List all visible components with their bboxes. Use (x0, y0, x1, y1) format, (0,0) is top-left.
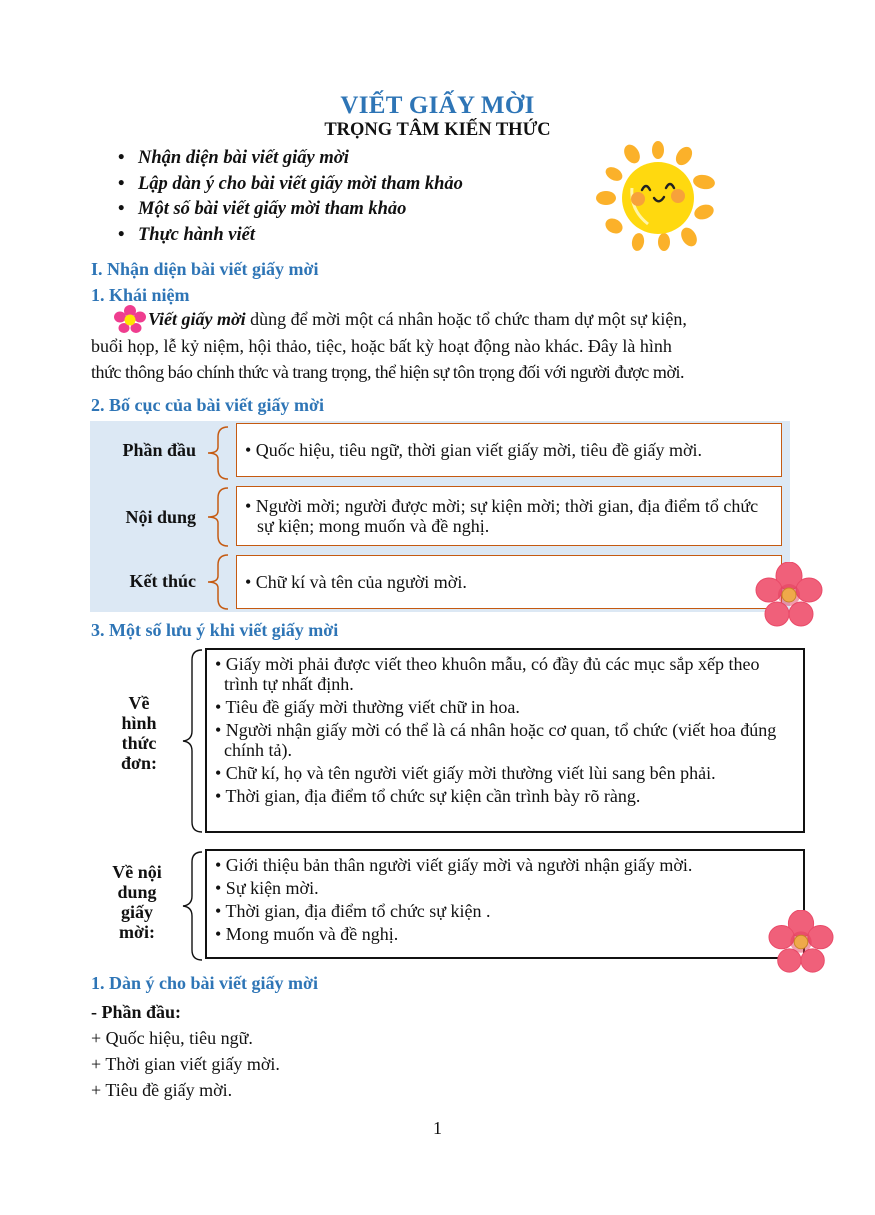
outline-item: + Quốc hiệu, tiêu ngữ. (91, 1028, 253, 1048)
brace-icon (202, 486, 232, 548)
subsection-heading: 3. Một số lưu ý khi viết giấy mời (91, 620, 339, 640)
note-item: • Sự kiện mời. (215, 878, 319, 898)
outline-item: + Thời gian viết giấy mời. (91, 1054, 280, 1074)
brace-icon (202, 553, 232, 611)
sun-illustration (592, 138, 724, 254)
note-item: • Người nhận giấy mời có thể là cá nhân hoặc cơ quan, tổ chức (viết hoa đúng chính tả). (215, 720, 777, 760)
note-item: • Thời gian, địa điểm tổ chức sự kiện . (215, 901, 491, 921)
note-item: • Mong muốn và đề nghị. (215, 924, 399, 944)
note-box (205, 648, 805, 833)
layout-box: • Người mời; người được mời; sự kiện mời; thời gian, địa điểm tổ chức sự kiện; mong muốn và đề nghị. (236, 486, 782, 546)
document-title: VIẾT GIẤY MỜI (340, 92, 535, 119)
note-item: • Tiêu đề giấy mời thường viết chữ in hoa. (215, 697, 520, 717)
focus-item: • Thực hành viết (118, 224, 255, 245)
note-item: • Giới thiệu bản thân người viết giấy mời và người nhận giấy mời. (215, 855, 693, 875)
note-item: • Giấy mời phải được viết theo khuôn mẫu, có đầy đủ các mục sắp xếp theo trình tự nhất định. (215, 654, 760, 694)
brace-icon (202, 425, 232, 481)
flower-icon (114, 305, 146, 333)
brace-icon (180, 850, 206, 962)
flower-icon (755, 562, 823, 630)
outline-heading: 1. Dàn ý cho bài viết giấy mời (91, 973, 318, 993)
note-label: Về hình thức đơn: (121, 693, 157, 773)
layout-box: • Chữ kí và tên của người mời. (236, 555, 782, 609)
focus-item: • Một số bài viết giấy mời tham khảo (118, 199, 407, 219)
note-label: Về nội dung giấy mời: (112, 862, 162, 942)
outline-part-label: - Phần đầu: (91, 1002, 182, 1022)
concept-line: thức thông báo chính thức và trang trọng, thể hiện sự tôn trọng đối với người được mời. (91, 362, 685, 382)
focus-item: • Nhận diện bài viết giấy mời (118, 148, 349, 168)
note-item: • Thời gian, địa điểm tổ chức sự kiện cần trình bày rõ ràng. (215, 786, 641, 806)
layout-label: Nội dung (125, 507, 196, 527)
subsection-heading: 1. Khái niệm (91, 285, 190, 305)
note-item: • Chữ kí, họ và tên người viết giấy mời thường viết lùi sang bên phải. (215, 763, 716, 783)
flower-icon (768, 910, 834, 976)
layout-label: Phần đầu (122, 440, 196, 460)
focus-list (118, 146, 463, 248)
subsection-heading: 2. Bố cục của bài viết giấy mời (91, 395, 324, 415)
section-heading: I. Nhận diện bài viết giấy mời (91, 259, 319, 279)
layout-label: Kết thúc (129, 571, 196, 591)
document-subtitle: TRỌNG TÂM KIẾN THỨC (324, 120, 551, 140)
focus-item: • Lập dàn ý cho bài viết giấy mời tham khảo (118, 173, 463, 194)
concept-line: buổi họp, lễ kỷ niệm, hội thảo, tiệc, hoặc bất kỳ hoạt động nào khác. Đây là hình (91, 336, 672, 356)
concept-line: Viết giấy mời dùng để mời một cá nhân hoặc tổ chức tham dự một sự kiện, (148, 309, 687, 329)
note-box (205, 849, 805, 959)
page-number: 1 (433, 1118, 442, 1138)
layout-box: • Quốc hiệu, tiêu ngữ, thời gian viết giấy mời, tiêu đề giấy mời. (236, 423, 782, 477)
outline-item: + Tiêu đề giấy mời. (91, 1080, 233, 1100)
brace-icon (180, 648, 206, 834)
